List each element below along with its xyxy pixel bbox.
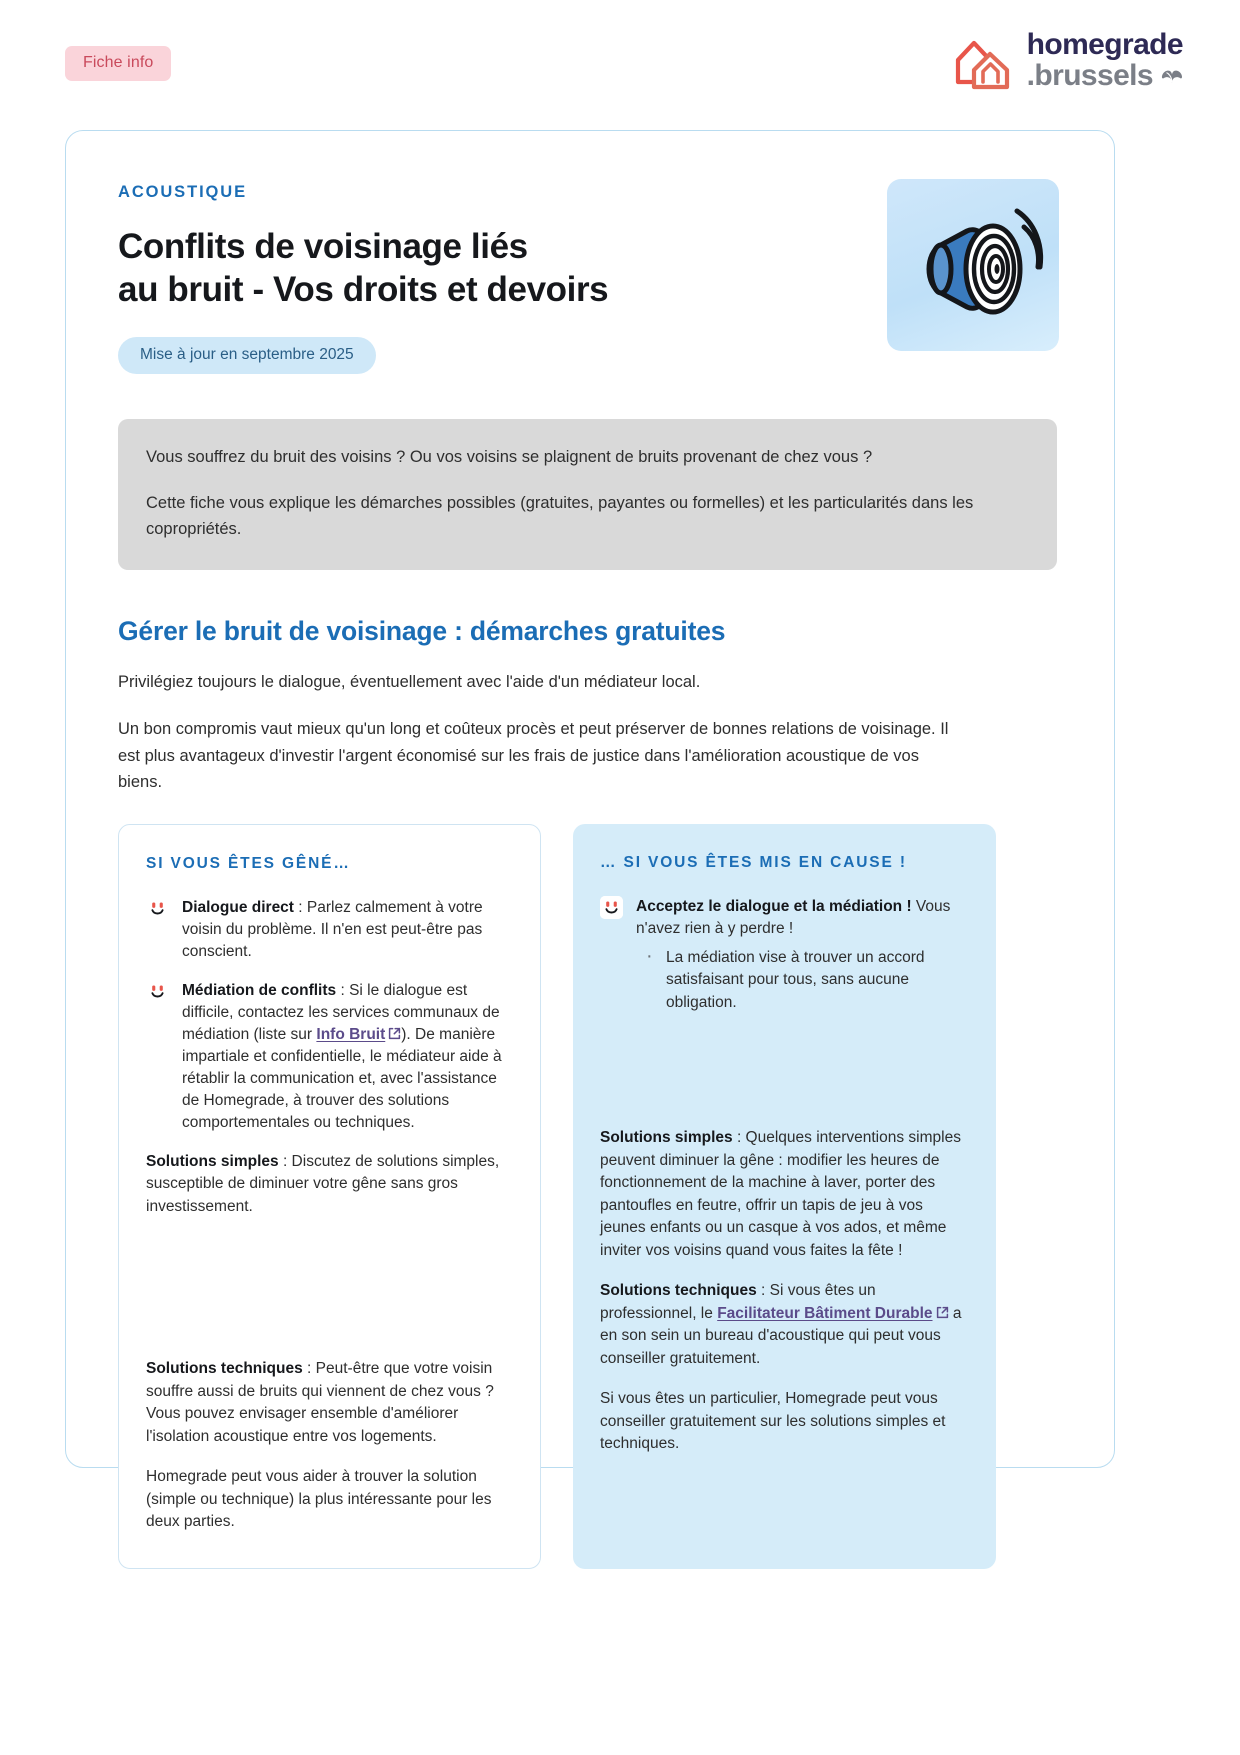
right-solutions-techniques-text-before-link: : Si vous êtes un professionnel, le [600,1282,876,1322]
document-header [118,183,1057,374]
intro-callout [118,419,1057,570]
page-title-line-2: au bruit - Vos droits et devoirs [118,269,609,309]
page-title [118,226,778,311]
bullet-text: Vous n'avez rien à y perdre ! [636,897,951,937]
bullet-text: : Parlez calmement à votre voisin du problème. Il n'en est peut-être pas conscient. [182,898,483,960]
right-solutions-simples [600,1127,969,1262]
right-solutions-techniques [600,1280,969,1370]
section-paragraph-2: Un bon compromis vaut mieux qu'un long et coûteux procès et peut préserver de bonnes relations de voisinage. Il est plus avantageux d'investir l'argent économisé sur les frais de justice dans l'amélioration acoustique de vos biens. [118,719,949,792]
smiley-icon [146,897,169,920]
left-solutions-simples-term: Solutions simples [146,1152,279,1170]
bullet-term: Acceptez le dialogue et la médiation ! [636,897,912,915]
card-right-heading: … SI VOUS ÊTES MIS EN CAUSE ! [600,853,907,871]
left-solutions-techniques-term: Solutions techniques [146,1360,303,1378]
left-solutions-simples [146,1151,513,1218]
layout-spacer [146,1236,513,1358]
two-column-cards [118,824,1057,1569]
list-item [600,896,969,1014]
house-logo-icon [952,30,1014,90]
facilitateur-batiment-durable-link[interactable] [717,1305,932,1322]
page-title-line-1: Conflits de voisinage liés [118,227,528,266]
list-item [146,980,513,1134]
intro-paragraph-1: Vous souffrez du bruit des voisins ? Ou vos voisins se plaignent de bruits provenant de chez vous ? [146,448,873,467]
facilitateur-link-label: Facilitateur Bâtiment Durable [717,1304,933,1322]
left-solutions-simples-text: : Discutez de solutions simples, susceptible de diminuer votre gêne sans gros investissement. [146,1152,500,1215]
iris-icon [1159,66,1185,84]
section-paragraph-1: Privilégiez toujours le dialogue, éventuellement avec l'aide d'un médiateur local. [118,673,701,692]
logo-subword: .brussels [1026,59,1153,92]
card-si-vous-etes-gene [118,824,541,1569]
update-date-badge: Mise à jour en septembre 2025 [118,337,376,374]
card-si-vous-etes-mis-en-cause [573,824,996,1569]
loudspeaker-icon [887,179,1059,351]
homegrade-logo[interactable] [952,28,1185,91]
right-closing-paragraph: Si vous êtes un particulier, Homegrade peut vous conseiller gratuitement sur les solutions simples et techniques. [600,1390,946,1452]
right-solutions-techniques-term: Solutions techniques [600,1282,757,1300]
bullet-term: Dialogue direct [182,898,294,916]
card-right-sub-bullets [636,947,969,1014]
left-solutions-techniques [146,1358,513,1448]
fiche-info-badge: Fiche info [65,46,171,81]
external-link-icon [388,1027,401,1040]
layout-spacer [600,1031,969,1127]
intro-paragraph-2: Cette fiche vous explique les démarches possibles (gratuites, payantes ou formelles) et les particularités dans les copropriétés. [146,493,974,538]
bullet-text-after-link: ). De manière impartiale et confidentielle, le médiateur aide à rétablir la communication et, avec l'assistance de Homegrade, à trouver des solutions comportementales ou techniques. [182,1025,502,1131]
list-item [146,897,513,963]
right-solutions-simples-term: Solutions simples [600,1129,733,1147]
category-eyebrow: ACOUSTIQUE [118,183,248,201]
right-solutions-simples-text: : Quelques interventions simples peuvent diminuer la gêne : modifier les heures de fonctionnement de la machine à laver, porter des pantoufles en feutre, offrir un tapis de jeu à vos jeunes enfants ou un casque à vos ados, et même inviter vos voisins quand vous faites la fête ! [600,1129,961,1259]
section-heading: Gérer le bruit de voisinage : démarches gratuites [118,616,726,647]
top-bar [0,0,1240,122]
bullet-term: Médiation de conflits [182,981,337,999]
left-solutions-techniques-text: : Peut-être que votre voisin souffre aussi de bruits qui viennent de chez vous ? Vous pouvez envisager ensemble d'améliorer l'isolation acoustique entre vos logements. [146,1360,494,1445]
smiley-icon [146,980,169,1003]
card-right-bullets [600,896,969,1014]
document-sheet [65,130,1115,1531]
card-left-heading: SI VOUS ÊTES GÊNÉ… [146,854,351,872]
left-closing-paragraph: Homegrade peut vous aider à trouver la solution (simple ou technique) la plus intéressante pour les deux parties. [146,1468,492,1531]
list-item: · La médiation vise à trouver un accord satisfaisant pour tous, sans aucune obligation. [636,947,969,1014]
right-solutions-techniques-text-after-link: a en son sein un bureau d'acoustique qui peut vous conseiller gratuitement. [600,1304,962,1367]
bullet-text-before-link: : Si le dialogue est difficile, contactez les services communaux de médiation (liste sur [182,981,500,1043]
logo-word: homegrade [1026,28,1183,61]
logo-wordmark [1027,28,1185,91]
smiley-icon [600,896,623,919]
external-link-icon [936,1306,949,1319]
info-bruit-link[interactable] [316,1026,385,1043]
card-left-bullets [146,897,513,1134]
info-bruit-link-label: Info Bruit [316,1025,386,1043]
